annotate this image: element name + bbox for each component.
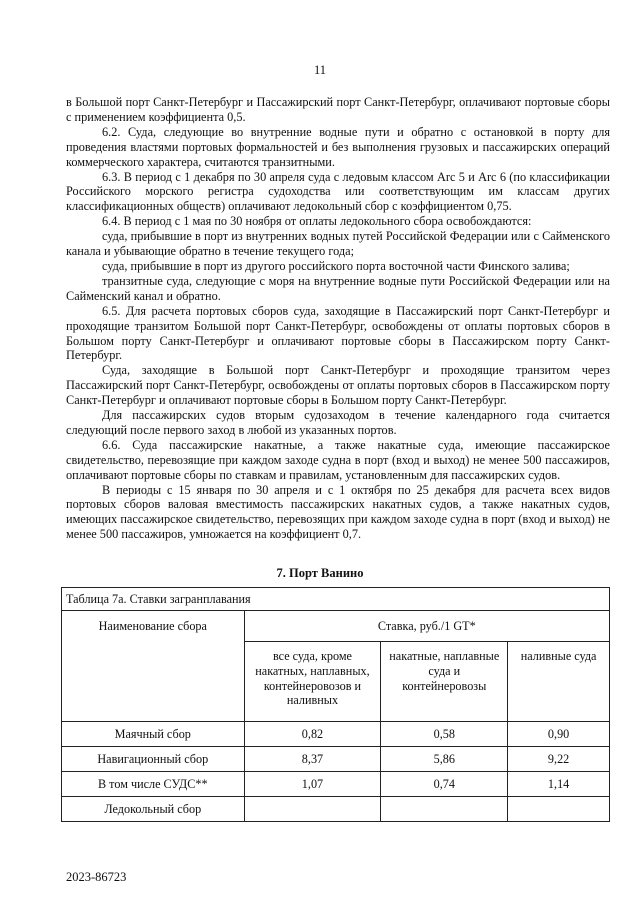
table-row	[62, 797, 610, 822]
paragraph: В периоды с 15 января по 30 апреля и с 1 октября по 25 декабря для расчета всех видов портовых сборов валовая вместимость пассажирских накатных судов, а также накатных судов, имеющих пассажирское свидетельство, перевозящих при каждом заходе судна в порт (вход и выход) не менее 500 пассажиров, умножается на коэффициент 0,7.	[66, 482, 610, 542]
body-text	[66, 95, 610, 542]
fee-name: Навигационный сбор	[62, 747, 245, 772]
paragraph: Суда, заходящие в Большой порт Санкт-Петербург и проходящие транзитом через Пассажирский порт Санкт-Петербург, освобождены от оплаты портовых сборов в Пассажирском порту Санкт-Петербург и оплачивают портовые сборы в Большом порту Санкт-Петербург.	[66, 363, 610, 408]
paragraph: транзитные суда, следующие с моря на внутренние водные пути Российской Федерации или на Сайменский канал и обратно.	[66, 273, 610, 303]
rate-value: 5,86	[381, 747, 508, 772]
fee-name: В том числе СУДС**	[62, 772, 245, 797]
column-header: все суда, кроме накатных, наплавных, контейнеровозов и наливных	[244, 642, 381, 722]
rate-value: 0,90	[508, 722, 610, 747]
fee-name-header: Наименование сбора	[62, 611, 245, 722]
paragraph: 6.5. Для расчета портовых сборов суда, заходящие в Пассажирский порт Санкт-Петербург и проходящие транзитом Большой порт Санкт-Петербург, освобождены от оплаты портовых сборов в Большом порту Санкт-Петербург и оплачивают портовые сборы в Пассажирском порту Санкт-Петербург.	[66, 303, 610, 363]
paragraph: 6.3. В период с 1 декабря по 30 апреля суда с ледовым классом Arc 5 и Arc 6 (по классификации Российского морского регистра судоходства или соответствующим им классам других классификационных обществ) оплачивают ледокольный сбор с коэффициентом 0,75.	[66, 169, 610, 214]
rate-value: 0,74	[381, 772, 508, 797]
paragraph: 6.2. Суда, следующие во внутренние водные пути и обратно с остановкой в порту для проведения властями портовых формальностей и без выполнения грузовых и пассажирских операций коммерческого характера, считаются транзитными.	[66, 124, 610, 169]
fee-name: Маячный сбор	[62, 722, 245, 747]
table-row	[62, 722, 610, 747]
rate-value	[381, 797, 508, 822]
table-row	[62, 747, 610, 772]
table-row	[62, 772, 610, 797]
rate-value: 1,07	[244, 772, 381, 797]
rate-value: 8,37	[244, 747, 381, 772]
paragraph: 6.4. В период с 1 мая по 30 ноября от оплаты ледокольного сбора освобождаются:	[102, 214, 532, 229]
rate-value: 1,14	[508, 772, 610, 797]
rate-value: 0,82	[244, 722, 381, 747]
paragraph: Для пассажирских судов вторым судозаходом в течение календарного года считается следующий после первого заход в любой из указанных портов.	[66, 408, 610, 437]
rates-table	[61, 587, 610, 822]
fee-name: Ледокольный сбор	[62, 797, 245, 822]
rate-value	[508, 797, 610, 822]
column-header: наливные суда	[508, 642, 610, 722]
rate-header: Ставка, руб./1 GT*	[244, 611, 609, 642]
paragraph: в Большой порт Санкт-Петербург и Пассажирский порт Санкт-Петербург, оплачивают портовые сборы с применением коэффициента 0,5.	[66, 95, 610, 124]
document-id: 2023-86723	[66, 870, 127, 884]
rate-value: 0,58	[381, 722, 508, 747]
section-title: 7. Порт Ванино	[276, 566, 364, 580]
paragraph: суда, прибывшие в порт из другого российского порта восточной части Финского залива;	[102, 258, 570, 273]
paragraph: 6.6. Суда пассажирские накатные, а также накатные суда, имеющие пассажирское свидетельство, перевозящие при каждом заходе судна в порт (вход и выход) не менее 500 пассажиров, оплачивают портовые сборы по ставкам и правилам, установленным для пассажирских судов.	[66, 437, 610, 482]
page-number: 11	[313, 63, 327, 77]
table-caption: Таблица 7а. Ставки загранплавания	[62, 588, 610, 611]
rate-value	[244, 797, 381, 822]
rate-value: 9,22	[508, 747, 610, 772]
paragraph: суда, прибывшие в порт из внутренних водных путей Российской Федерации или с Сайменского канала и убывающие обратно в течение текущего года;	[66, 229, 610, 259]
column-header: накатные, наплавные суда и контейнеровозы	[381, 642, 508, 722]
